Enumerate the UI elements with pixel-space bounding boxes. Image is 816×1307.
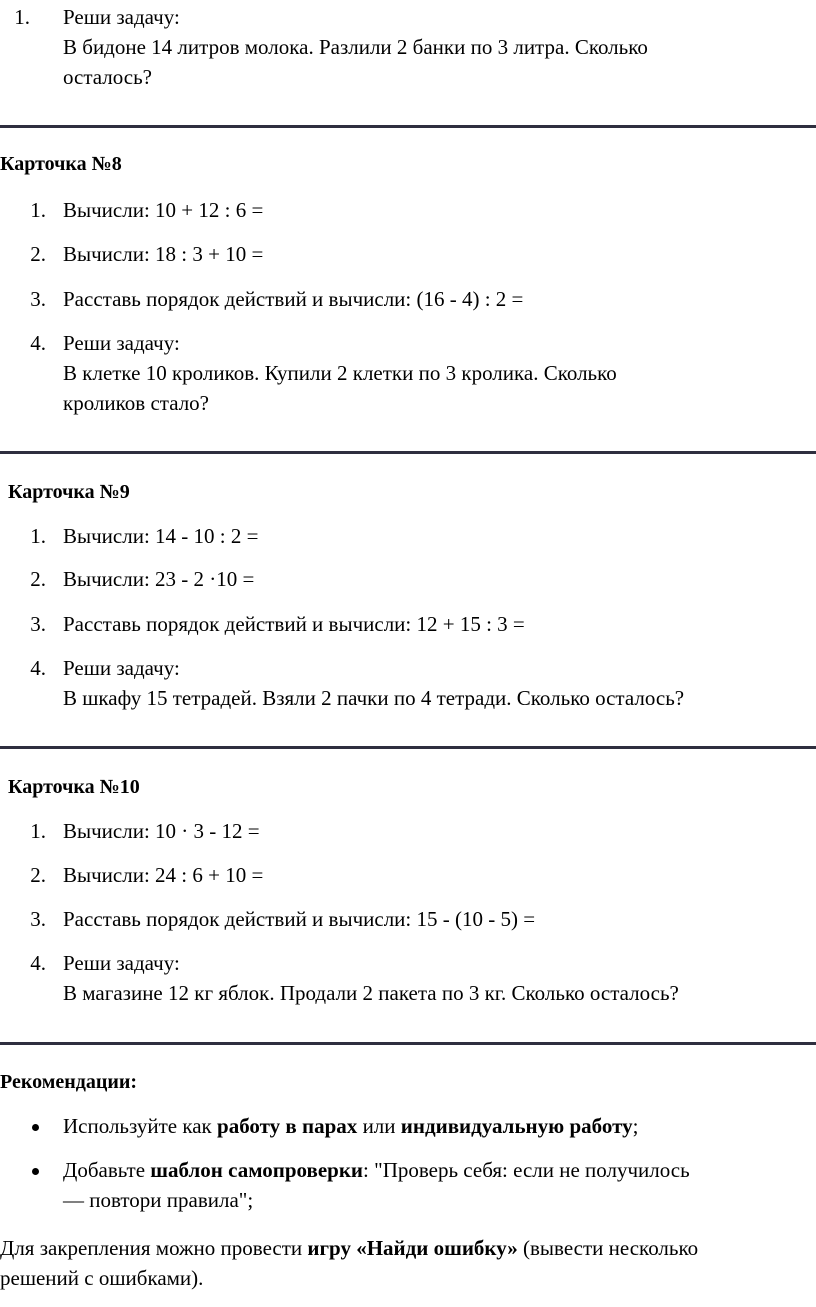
list-number: 3. [30, 907, 46, 931]
list-number: 2. [30, 567, 46, 591]
list-number: 1. [30, 819, 46, 843]
task-text-line: В шкафу 15 тетрадей. Взяли 2 пачки по 4 тетради. Сколько осталось? [63, 686, 685, 710]
section-divider [0, 1042, 816, 1045]
list-number: 1. [30, 524, 46, 548]
task-label: Реши задачу: [63, 331, 180, 355]
bullet-dot [32, 1124, 39, 1131]
list-number: 1. [14, 5, 30, 29]
list-number: 2. [30, 242, 46, 266]
list-item: Расставь порядок действий и вычисли: 15 - (10 - 5) = [63, 907, 536, 931]
list-item: Вычисли: 18 : 3 + 10 = [63, 242, 264, 266]
bullet-dot [32, 1168, 39, 1175]
task-text-line: В магазине 12 кг яблок. Продали 2 пакета по 3 кг. Сколько осталось? [63, 981, 679, 1005]
list-number: 4. [30, 331, 46, 355]
task-text-line: В клетке 10 кроликов. Купили 2 клетки по 3 кролика. Сколько [63, 361, 617, 385]
list-item: Вычисли: 10 + 12 : 6 = [63, 198, 264, 222]
list-item: Вычисли: 23 - 2 ·10 = [63, 567, 255, 591]
recommendations-title: Рекомендации: [0, 1071, 138, 1093]
list-item: Вычисли: 10 · 3 - 12 = [63, 819, 260, 843]
section-divider [0, 125, 816, 128]
list-number: 2. [30, 863, 46, 887]
task-label: Реши задачу: [63, 656, 180, 680]
list-number: 4. [30, 951, 46, 975]
recommendation-item: Используйте как работу в парах или индивидуальную работу; [63, 1114, 639, 1138]
task-label: Реши задачу: [63, 5, 180, 29]
list-number: 1. [30, 198, 46, 222]
recommendation-item: Добавьте шаблон самопроверки: "Проверь себя: если не получилось [63, 1158, 690, 1182]
task-text-line: В бидоне 14 литров молока. Разлили 2 банки по 3 литра. Сколько [63, 35, 648, 59]
section-divider [0, 746, 816, 749]
closing-paragraph-line: решений с ошибками). [0, 1266, 204, 1290]
recommendation-item-line: — повтори правила"; [63, 1188, 254, 1212]
list-number: 3. [30, 612, 46, 636]
list-item: Вычисли: 24 : 6 + 10 = [63, 863, 264, 887]
task-text-line: кроликов стало? [63, 391, 210, 415]
card-title: Карточка №8 [0, 153, 122, 175]
section-divider [0, 451, 816, 454]
list-number: 3. [30, 287, 46, 311]
card-title: Карточка №10 [8, 776, 140, 798]
task-label: Реши задачу: [63, 951, 180, 975]
task-text-line: осталось? [63, 65, 153, 89]
list-number: 4. [30, 656, 46, 680]
list-item: Вычисли: 14 - 10 : 2 = [63, 524, 259, 548]
card-title: Карточка №9 [8, 481, 130, 503]
closing-paragraph: Для закрепления можно провести игру «Найди ошибку» (вывести несколько [0, 1236, 699, 1260]
list-item: Расставь порядок действий и вычисли: (16 - 4) : 2 = [63, 287, 524, 311]
list-item: Расставь порядок действий и вычисли: 12 + 15 : 3 = [63, 612, 525, 636]
